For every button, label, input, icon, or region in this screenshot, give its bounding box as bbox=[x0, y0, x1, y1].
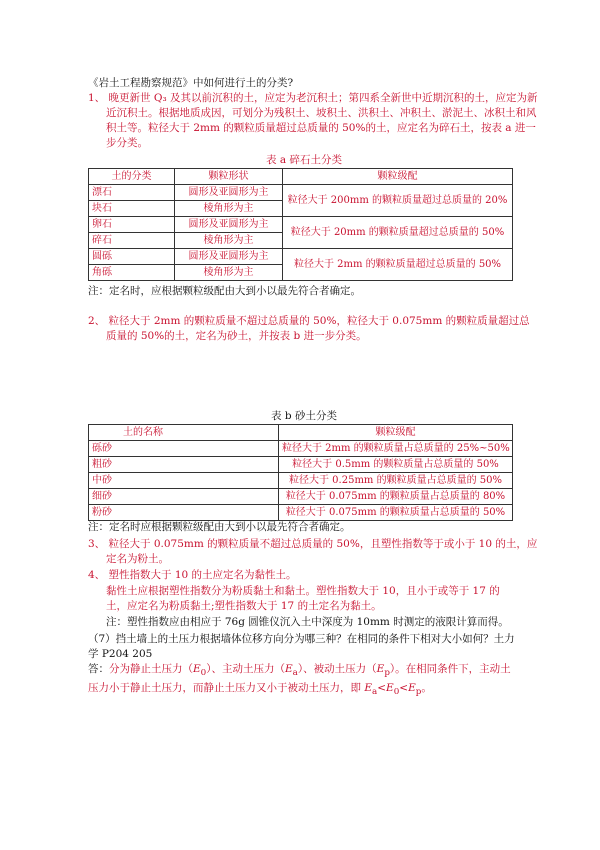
symbol-e: E bbox=[364, 682, 373, 695]
shape-cell: 棱角形为主 bbox=[175, 201, 283, 217]
soil-name-cell: 细砂 bbox=[89, 489, 279, 505]
answer-text bbox=[88, 663, 511, 698]
symbol-e: E bbox=[386, 682, 394, 695]
table-row bbox=[89, 185, 513, 201]
grading-cell: 粒径大于 0.075mm 的颗粒质量占总质量的 50% bbox=[279, 505, 513, 521]
table-row bbox=[89, 457, 513, 473]
grading-cell: 粒径大于 0.25mm 的颗粒质量占总质量的 50% bbox=[279, 473, 513, 489]
soil-name-cell: 中砂 bbox=[89, 473, 279, 489]
grading-cell: 粒径大于 0.075mm 的颗粒质量占总质量的 80% bbox=[279, 489, 513, 505]
paragraph-4: 4、 塑性指数大于 10 的土应定名为黏性土。 bbox=[88, 569, 297, 581]
soil-name-cell: 漂石 bbox=[89, 185, 175, 201]
symbol-e: E bbox=[193, 663, 201, 675]
answer-7 bbox=[88, 662, 520, 700]
soil-name-cell: 卵石 bbox=[89, 217, 175, 233]
soil-name-cell: 圆砾 bbox=[89, 249, 175, 265]
grading-cell: 粒径大于 200mm 的颗粒质量超过总质量的 20% bbox=[283, 185, 513, 217]
table-a-note: 注：定名时，应根据颗粒级配由大到小以最先符合者确定。 bbox=[88, 285, 361, 297]
less-than: < bbox=[399, 682, 409, 695]
table-row bbox=[89, 249, 513, 265]
shape-cell: 圆形及亚圆形为主 bbox=[175, 249, 283, 265]
table-row bbox=[89, 489, 513, 505]
grading-cell: 粒径大于 2mm 的颗粒质量占总质量的 25%~50% bbox=[279, 441, 513, 457]
symbol-e: E bbox=[285, 663, 293, 675]
symbol-e: E bbox=[408, 682, 416, 695]
shape-cell: 棱角形为主 bbox=[175, 265, 283, 281]
paragraph-4-detail: 黏性土应根据塑性指数分为粉质黏土和黏土。塑性指数大于 10，且小于或等于 17 的土，应定名为粉质黏土;塑性指数大于 17 的土定名为黏土。 bbox=[106, 585, 500, 612]
answer-part: 。 bbox=[421, 682, 432, 695]
paragraph-1: 1、 晚更新世 Q₃ 及其以前沉积的土，应定为老沉积土；第四系全新世中近期沉积的土，应定为新近沉积土。根据地质成因，可划分为残积土、坡积土、洪积土、冲积土、淤泥土、冰积土和风积土等。粒径大于 2mm 的颗粒质量超过总质量的 50%的土，应定名为碎石土，按表 a 进一步分类。 bbox=[88, 92, 538, 149]
table-b-header-cell: 土的名称 bbox=[89, 425, 279, 441]
grading-cell: 粒径大于 2mm 的颗粒质量超过总质量的 50% bbox=[283, 249, 513, 281]
subscript: a bbox=[292, 668, 298, 679]
shape-cell: 棱角形为主 bbox=[175, 233, 283, 249]
soil-name-cell: 粗砂 bbox=[89, 457, 279, 473]
soil-name-cell: 粉砂 bbox=[89, 505, 279, 521]
table-row bbox=[89, 217, 513, 233]
table-b-header-cell: 颗粒级配 bbox=[279, 425, 513, 441]
subscript: p bbox=[384, 668, 390, 679]
paragraph-2: 2、 粒径大于 2mm 的颗粒质量不超过总质量的 50%，粒径大于 0.075mm 的颗粒质量超过总质量的 50%的土，定名为砂土，并按表 b 进一步分类。 bbox=[88, 315, 530, 342]
shape-cell: 圆形及亚圆形为主 bbox=[175, 217, 283, 233]
table-a-header-cell: 颗粒形状 bbox=[175, 169, 283, 185]
table-b-caption: 表 b 砂土分类 bbox=[271, 410, 337, 422]
table-row bbox=[89, 505, 513, 521]
less-than: < bbox=[377, 682, 387, 695]
table-a-header-cell: 土的分类 bbox=[89, 169, 175, 185]
grading-cell: 粒径大于 0.5mm 的颗粒质量占总质量的 50% bbox=[279, 457, 513, 473]
question-7: （7）挡土墙上的土压力根据墙体位移方向分为哪三种？在相同的条件下相对大小如何？土力学 P204 205 bbox=[88, 633, 515, 660]
subscript: a bbox=[372, 687, 378, 698]
subscript: 0 bbox=[200, 668, 207, 679]
answer-part: ）。在相同条件下，主动土压力小于静止土压力，而静止土压力又小于被动土压力，即 bbox=[88, 663, 511, 695]
soil-name-cell: 块石 bbox=[89, 201, 175, 217]
paragraph-4-note: 注：塑性指数应由相应于 76g 圆锥仪沉入土中深度为 10mm 时测定的液限计算而得。 bbox=[106, 616, 509, 628]
grading-cell: 粒径大于 20mm 的颗粒质量超过总质量的 50% bbox=[283, 217, 513, 249]
subscript: 0 bbox=[393, 687, 400, 698]
shape-cell: 圆形及亚圆形为主 bbox=[175, 185, 283, 201]
question-heading: 《岩土工程勘察规范》中如何进行土的分类? bbox=[88, 77, 294, 89]
symbol-e: E bbox=[376, 663, 385, 675]
soil-name-cell: 碎石 bbox=[89, 233, 175, 249]
table-a bbox=[88, 168, 513, 281]
table-row bbox=[89, 473, 513, 489]
answer-part: ）、主动土压力（ bbox=[206, 663, 285, 675]
paragraph-3: 3、 粒径大于 0.075mm 的颗粒质量不超过总质量的 50%，且塑性指数等于或小于 10 的土，应定名为粉土。 bbox=[88, 538, 538, 565]
table-b-note: 注：定名时应根据颗粒级配由大到小以最先符合者确定。 bbox=[88, 521, 351, 533]
table-a-header-cell: 颗粒级配 bbox=[283, 169, 513, 185]
table-a-caption: 表 a 碎石土分类 bbox=[266, 154, 342, 166]
soil-name-cell: 砾砂 bbox=[89, 441, 279, 457]
answer-prefix: 答： bbox=[88, 663, 109, 675]
soil-name-cell: 角砾 bbox=[89, 265, 175, 281]
table-b bbox=[88, 424, 513, 521]
answer-part: ）、被动土压力（ bbox=[297, 663, 377, 675]
subscript: p bbox=[415, 687, 422, 698]
answer-part: 分为静止土压力（ bbox=[109, 663, 193, 675]
table-a-header bbox=[89, 169, 513, 185]
table-row bbox=[89, 441, 513, 457]
table-b-header bbox=[89, 425, 513, 441]
